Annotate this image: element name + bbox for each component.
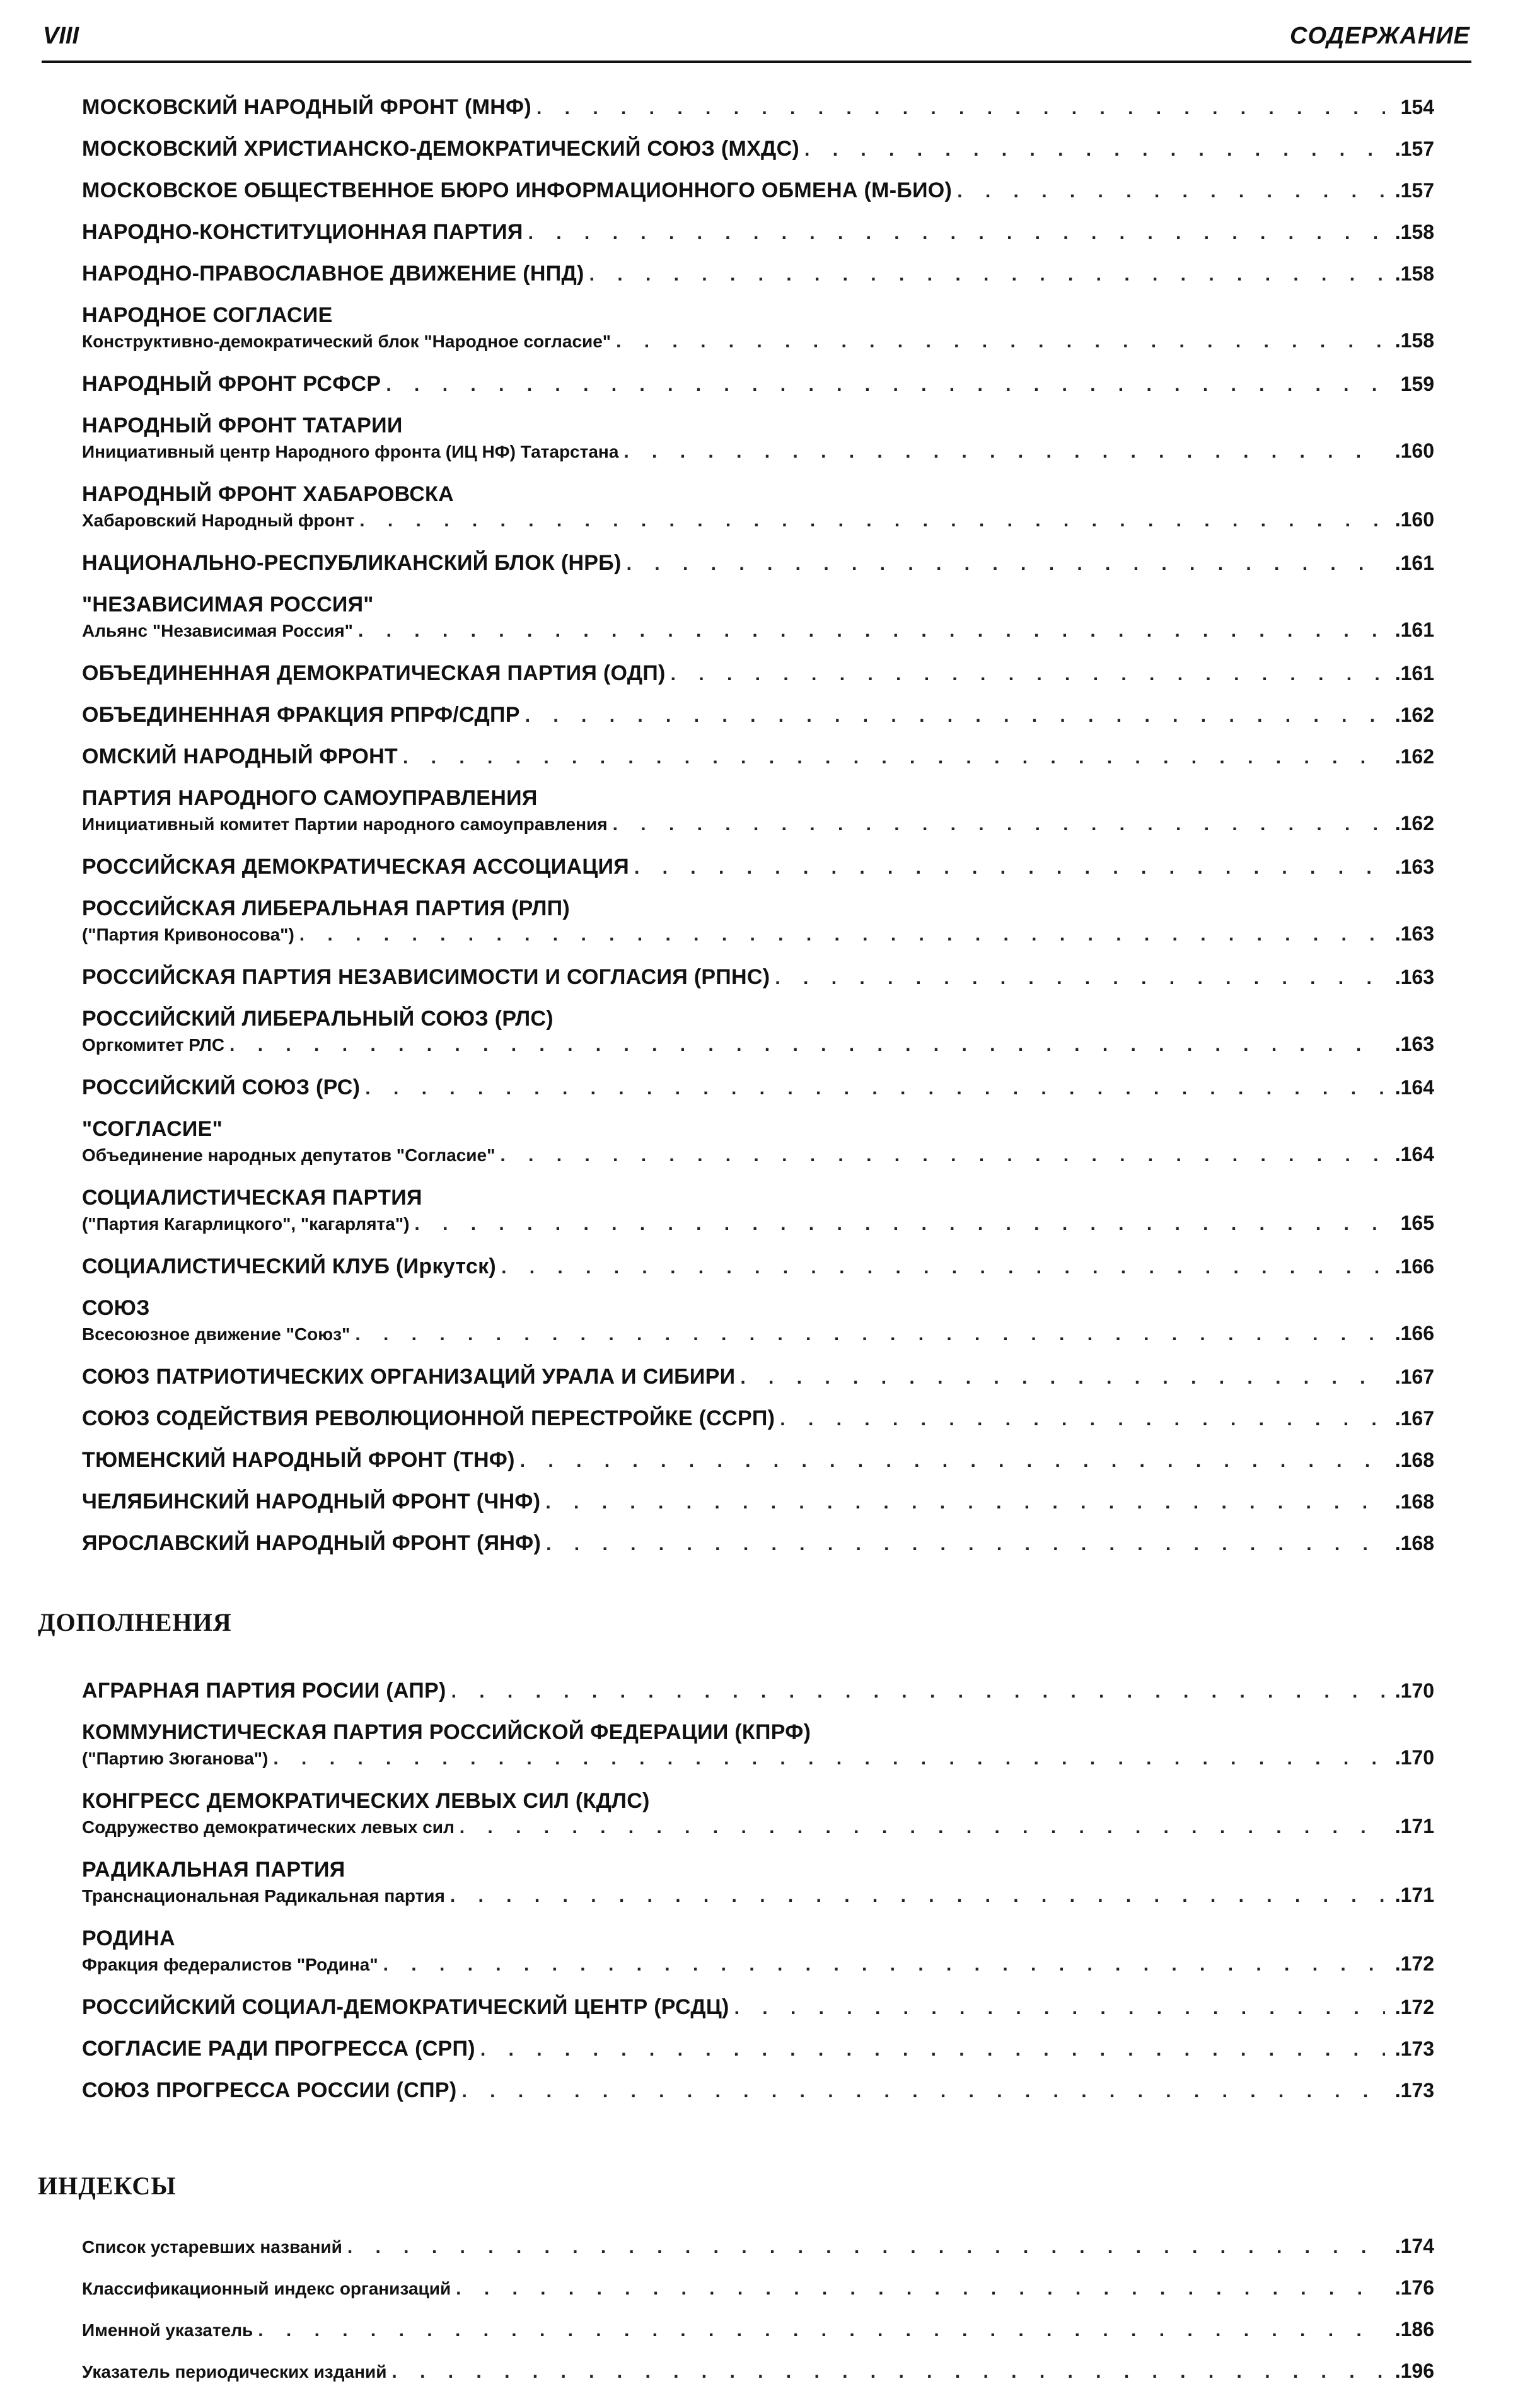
entry-page: .168 <box>1394 1490 1434 1513</box>
entry-title: ЧЕЛЯБИНСКИЙ НАРОДНЫЙ ФРОНТ (ЧНФ) <box>82 1490 541 1514</box>
entry-page: 159 <box>1400 373 1434 395</box>
entry-page: .158 <box>1394 221 1434 243</box>
entry-page: .160 <box>1394 508 1434 531</box>
entry-page: .173 <box>1394 2037 1434 2060</box>
entry-page: .196 <box>1394 2359 1434 2382</box>
entry-subtitle: Всесоюзное движение "Союз" <box>82 1324 351 1344</box>
toc-entry[interactable] <box>82 1404 1434 1446</box>
entry-title: МОСКОВСКИЙ НАРОДНЫЙ ФРОНТ (МНФ) <box>82 95 531 119</box>
entry-subtitle: Оргкомитет РЛС <box>82 1035 225 1055</box>
dot-leader <box>634 857 1385 879</box>
entry-subtitle: ("Партию Зюганова") <box>82 1749 269 1768</box>
entry-page: .162 <box>1394 812 1434 835</box>
dot-leader <box>627 553 1385 575</box>
dot-leader <box>546 1534 1385 1555</box>
entry-page: .168 <box>1394 1449 1434 1471</box>
toc-entry[interactable] <box>82 963 1434 1005</box>
dot-leader <box>528 223 1385 244</box>
entry-page: .176 <box>1394 2276 1434 2299</box>
toc-entry[interactable] <box>82 743 1434 784</box>
entry-subtitle: Инициативный центр Народного фронта (ИЦ НФ) Татарстана <box>82 442 619 461</box>
entry-title: СОЮЗ СОДЕЙСТВИЯ РЕВОЛЮЦИОННОЙ ПЕРЕСТРОЙКЕ (ССРП) <box>82 1406 775 1430</box>
entry-subtitle: Транснациональная Радикальная партия <box>82 1886 445 1906</box>
entry-title: НАРОДНЫЙ ФРОНТ РСФСР <box>82 372 381 396</box>
dot-leader <box>480 2039 1385 2061</box>
toc-entry[interactable] <box>82 2235 1434 2276</box>
entry-title: Список устаревших названий <box>82 2237 342 2257</box>
dot-leader <box>775 968 1385 989</box>
section-supplements <box>38 1607 232 1637</box>
dot-leader <box>355 1324 1385 1345</box>
entry-title: НАЦИОНАЛЬНО-РЕСПУБЛИКАНСКИЙ БЛОК (НРБ) <box>82 551 622 575</box>
entry-page: .161 <box>1394 618 1434 641</box>
toc-entry[interactable] <box>82 2276 1434 2318</box>
toc-entry[interactable] <box>82 301 1434 370</box>
entry-title: РОССИЙСКИЙ ЛИБЕРАЛЬНЫЙ СОЮЗ (РЛС) <box>82 1007 554 1031</box>
entry-title: ЯРОСЛАВСКИЙ НАРОДНЫЙ ФРОНТ (ЯНФ) <box>82 1531 542 1555</box>
toc-entry[interactable] <box>82 1253 1434 1294</box>
entry-title: КОММУНИСТИЧЕСКАЯ ПАРТИЯ РОССИЙСКОЙ ФЕДЕРАЦИИ (КПРФ) <box>82 1720 811 1744</box>
entry-page: .163 <box>1394 966 1434 988</box>
entry-title: ТЮМЕНСКИЙ НАРОДНЫЙ ФРОНТ (ТНФ) <box>82 1448 515 1472</box>
entry-page: .172 <box>1394 1952 1434 1975</box>
toc-entry[interactable] <box>82 1993 1434 2035</box>
entry-title: Классификационный индекс организаций <box>82 2279 451 2298</box>
dot-leader <box>804 139 1385 161</box>
entry-page: .162 <box>1394 745 1434 768</box>
entry-title: СОГЛАСИЕ РАДИ ПРОГРЕССА (СРП) <box>82 2037 475 2061</box>
entry-subtitle: ("Партия Кривоносова") <box>82 925 294 944</box>
entry-page: .186 <box>1394 2318 1434 2341</box>
entry-title: ПАРТИЯ НАРОДНОГО САМОУПРАВЛЕНИЯ <box>82 786 538 810</box>
entry-title: РОССИЙСКИЙ СОЮЗ (РС) <box>82 1075 361 1099</box>
toc-entry[interactable] <box>82 853 1434 894</box>
entry-page: .158 <box>1394 329 1434 352</box>
dot-leader <box>450 1885 1385 1907</box>
entry-page: .163 <box>1394 1033 1434 1055</box>
entry-subtitle: Альянс "Независимая Россия" <box>82 621 353 640</box>
dot-leader <box>780 1409 1385 1430</box>
toc-entry[interactable] <box>82 784 1434 853</box>
dot-leader <box>589 264 1385 286</box>
entry-page: .170 <box>1394 1746 1434 1769</box>
entry-subtitle: Инициативный комитет Партии народного самоуправления <box>82 814 608 834</box>
entry-page: .166 <box>1394 1255 1434 1278</box>
entry-page: .166 <box>1394 1322 1434 1345</box>
toc-entry[interactable] <box>82 2035 1434 2076</box>
dot-leader <box>386 374 1385 396</box>
toc-entry[interactable] <box>82 480 1434 549</box>
dot-leader <box>391 2361 1385 2383</box>
entry-title: СОЦИАЛИСТИЧЕСКАЯ ПАРТИЯ <box>82 1186 422 1210</box>
dot-leader <box>414 1213 1385 1235</box>
dot-leader <box>451 1681 1385 1703</box>
entry-page: .172 <box>1394 1996 1434 2018</box>
entry-subtitle: ("Партия Кагарлицкого", "кагарлята") <box>82 1214 410 1234</box>
dot-leader <box>545 1492 1385 1514</box>
entry-title: ОБЪЕДИНЕННАЯ ФРАКЦИЯ РПРФ/СДПР <box>82 703 520 727</box>
toc-entry[interactable] <box>82 1925 1434 1993</box>
entry-page: .163 <box>1394 922 1434 945</box>
dot-leader <box>520 1450 1385 1472</box>
entry-title: СОЦИАЛИСТИЧЕСКИЙ КЛУБ (Иркутск) <box>82 1254 497 1278</box>
dot-leader <box>273 1748 1385 1769</box>
entry-title: СОЮЗ ПАТРИОТИЧЕСКИХ ОРГАНИЗАЦИЙ УРАЛА И СИБИРИ <box>82 1365 736 1389</box>
toc-entry[interactable] <box>82 260 1434 301</box>
toc-entry[interactable] <box>82 549 1434 591</box>
dot-leader <box>613 814 1385 835</box>
toc-entry[interactable] <box>82 2076 1434 2118</box>
entry-title: Указатель периодических изданий <box>82 2362 387 2382</box>
toc-entry[interactable] <box>82 1115 1434 1184</box>
toc-entry[interactable] <box>82 1363 1434 1404</box>
section-indexes <box>38 2171 177 2201</box>
entry-title: РОССИЙСКИЙ СОЦИАЛ-ДЕМОКРАТИЧЕСКИЙ ЦЕНТР (РСДЦ) <box>82 1995 729 2019</box>
entry-title: РОДИНА <box>82 1926 175 1950</box>
toc-entry[interactable] <box>82 1005 1434 1074</box>
entry-page: .157 <box>1394 137 1434 160</box>
entry-title: НАРОДНЫЙ ФРОНТ ХАБАРОВСКА <box>82 482 454 506</box>
dot-leader <box>460 1817 1385 1838</box>
toc-entry[interactable] <box>82 2318 1434 2359</box>
entry-title: РОССИЙСКАЯ ПАРТИЯ НЕЗАВИСИМОСТИ И СОГЛАСИЯ (РПНС) <box>82 965 770 989</box>
toc-entry[interactable] <box>82 1718 1434 1787</box>
entry-title: СОЮЗ <box>82 1296 150 1320</box>
entry-title: НАРОДНО-КОНСТИТУЦИОННАЯ ПАРТИЯ <box>82 220 523 244</box>
entry-title: НАРОДНЫЙ ФРОНТ ТАТАРИИ <box>82 414 403 437</box>
toc-entry[interactable] <box>82 701 1434 743</box>
section-heading: ИНДЕКСЫ <box>38 2172 177 2200</box>
toc-entry[interactable] <box>82 1856 1434 1925</box>
dot-leader <box>299 924 1385 946</box>
dot-leader <box>383 1954 1385 1976</box>
entry-title: МОСКОВСКОЕ ОБЩЕСТВЕННОЕ БЮРО ИНФОРМАЦИОННОГО ОБМЕНА (М-БИО) <box>82 178 953 202</box>
entry-subtitle: Конструктивно-демократический блок "Народное согласие" <box>82 332 612 351</box>
entry-subtitle: Фракция федералистов "Родина" <box>82 1955 378 1974</box>
entry-title: СОЮЗ ПРОГРЕССА РОССИИ (СПР) <box>82 2078 457 2102</box>
entry-subtitle: Хабаровский Народный фронт <box>82 511 355 530</box>
dot-leader <box>258 2320 1385 2341</box>
entry-title: НАРОДНО-ПРАВОСЛАВНОЕ ДВИЖЕНИЕ (НПД) <box>82 262 584 286</box>
entry-title: "НЕЗАВИСИМАЯ РОССИЯ" <box>82 593 374 616</box>
toc-main-list <box>82 93 1434 1571</box>
page-header <box>42 20 1471 63</box>
entry-title: РОССИЙСКАЯ ЛИБЕРАЛЬНАЯ ПАРТИЯ (РЛП) <box>82 896 571 920</box>
entry-title: АГРАРНАЯ ПАРТИЯ РОСИИ (АПР) <box>82 1679 446 1703</box>
dot-leader <box>456 2278 1385 2300</box>
entry-page: .171 <box>1394 1884 1434 1906</box>
entry-page: .164 <box>1394 1076 1434 1099</box>
toc-entry[interactable] <box>82 659 1434 701</box>
toc-entry[interactable] <box>82 218 1434 260</box>
toc-entry[interactable] <box>82 1488 1434 1529</box>
dot-leader <box>500 1145 1385 1166</box>
entry-page: .161 <box>1394 662 1434 685</box>
toc-entry[interactable] <box>82 412 1434 480</box>
toc-entry[interactable] <box>82 2359 1434 2401</box>
toc-entry[interactable] <box>82 591 1434 659</box>
entry-page: .173 <box>1394 2079 1434 2102</box>
dot-leader <box>359 510 1385 531</box>
entry-page: .164 <box>1394 1143 1434 1166</box>
page-number: VIII <box>43 23 79 49</box>
dot-leader <box>525 705 1385 727</box>
entry-title: ОБЪЕДИНЕННАЯ ДЕМОКРАТИЧЕСКАЯ ПАРТИЯ (ОДП) <box>82 661 666 685</box>
dot-leader <box>734 1998 1385 2019</box>
toc-entry[interactable] <box>82 1294 1434 1363</box>
toc-indexes-list <box>82 2235 1434 2401</box>
toc-entry[interactable] <box>82 1787 1434 1856</box>
toc-entry[interactable] <box>82 1677 1434 1718</box>
dot-leader <box>536 98 1385 119</box>
dot-leader <box>616 331 1385 352</box>
entry-page: .171 <box>1394 1815 1434 1838</box>
running-title: СОДЕРЖАНИЕ <box>1290 23 1470 49</box>
entry-title: Именной указатель <box>82 2320 253 2340</box>
entry-title: КОНГРЕСС ДЕМОКРАТИЧЕСКИХ ЛЕВЫХ СИЛ (КДЛС) <box>82 1789 650 1813</box>
dot-leader <box>365 1078 1385 1099</box>
section-heading: ДОПОЛНЕНИЯ <box>38 1608 232 1636</box>
entry-title: "СОГЛАСИЕ" <box>82 1117 223 1141</box>
entry-page: .162 <box>1394 703 1434 726</box>
dot-leader <box>358 620 1385 642</box>
toc-entry[interactable] <box>82 370 1434 412</box>
entry-page: .161 <box>1394 552 1434 574</box>
entry-page: 154 <box>1400 96 1434 119</box>
toc-entry[interactable] <box>82 177 1434 218</box>
dot-leader <box>740 1367 1385 1389</box>
entry-page: .168 <box>1394 1532 1434 1554</box>
toc-entry[interactable] <box>82 1529 1434 1571</box>
entry-page: .157 <box>1394 179 1434 202</box>
entry-page: .174 <box>1394 2235 1434 2257</box>
entry-page: .163 <box>1394 855 1434 878</box>
entry-subtitle: Содружество демократических левых сил <box>82 1817 455 1837</box>
dot-leader <box>671 664 1385 685</box>
entry-page: .167 <box>1394 1407 1434 1430</box>
toc-entry[interactable] <box>82 1446 1434 1488</box>
toc-entry[interactable] <box>82 135 1434 177</box>
dot-leader <box>461 2081 1385 2102</box>
entry-page: .167 <box>1394 1365 1434 1388</box>
toc-entry[interactable] <box>82 1074 1434 1115</box>
entry-title: НАРОДНОЕ СОГЛАСИЕ <box>82 303 333 327</box>
entry-page: .158 <box>1394 262 1434 285</box>
dot-leader <box>403 747 1385 768</box>
toc-entry[interactable] <box>82 93 1434 135</box>
entry-title: РАДИКАЛЬНАЯ ПАРТИЯ <box>82 1858 345 1882</box>
toc-entry[interactable] <box>82 1184 1434 1253</box>
entry-page: .170 <box>1394 1679 1434 1702</box>
entry-subtitle: Объединение народных депутатов "Согласие" <box>82 1145 496 1165</box>
toc-supplements-list <box>82 1677 1434 2118</box>
entry-title: РОССИЙСКАЯ ДЕМОКРАТИЧЕСКАЯ АССОЦИАЦИЯ <box>82 855 629 879</box>
entry-page: 165 <box>1400 1212 1434 1234</box>
dot-leader <box>229 1034 1385 1056</box>
entry-title: ОМСКИЙ НАРОДНЫЙ ФРОНТ <box>82 744 398 768</box>
dot-leader <box>623 441 1385 463</box>
dot-leader <box>347 2237 1385 2258</box>
entry-title: МОСКОВСКИЙ ХРИСТИАНСКО-ДЕМОКРАТИЧЕСКИЙ СОЮЗ (МХДС) <box>82 137 800 161</box>
toc-entry[interactable] <box>82 894 1434 963</box>
dot-leader <box>501 1257 1385 1278</box>
entry-page: .160 <box>1394 439 1434 462</box>
dot-leader <box>957 181 1385 202</box>
